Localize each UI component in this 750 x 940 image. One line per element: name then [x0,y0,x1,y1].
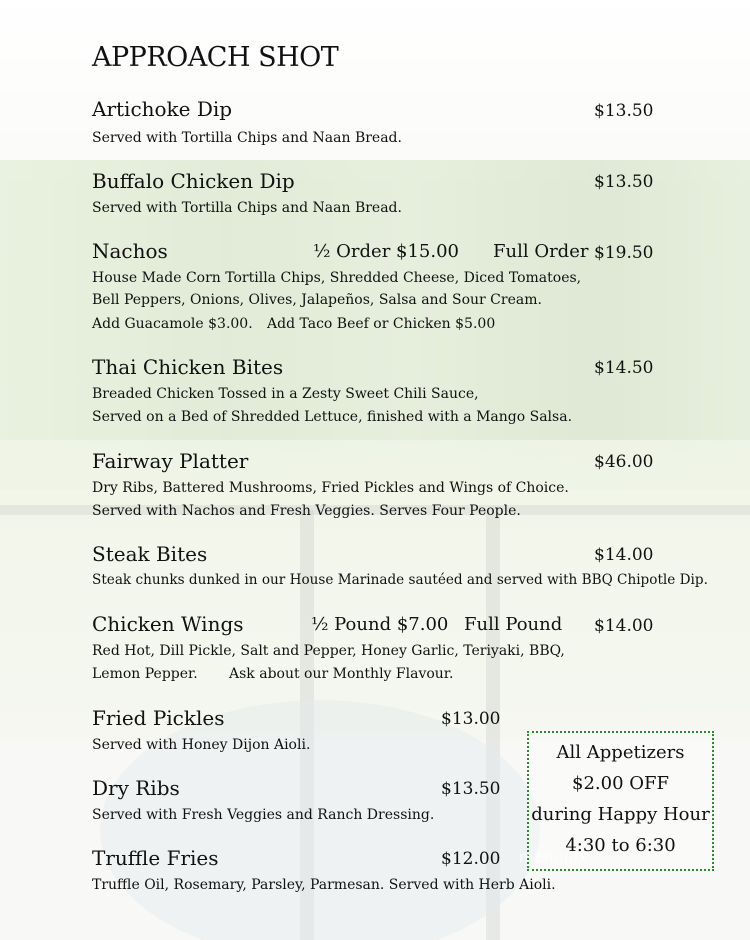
item-price: $13.00 [441,709,501,729]
item-name: Fried Pickles [92,706,225,730]
item-price: $12.00 [441,849,501,869]
item-price: $14.00 [594,616,654,636]
item-description: House Made Corn Tortilla Chips, Shredded Cheese, Diced Tomatoes, [92,270,582,286]
item-description: Served with Honey Dijon Aioli. [92,737,311,753]
half-pound-price: ½ Pound $7.00 [311,614,449,635]
item-name: Chicken Wings [92,612,244,636]
item-description: Served with Tortilla Chips and Naan Bread. [92,130,402,146]
item-description: Served with Nachos and Fresh Veggies. Serves Four People. [92,503,521,519]
item-addon: Add Taco Beef or Chicken $5.00 [267,316,496,332]
item-addon: Add Guacamole $3.00. [92,316,253,332]
item-price: $13.50 [594,172,654,192]
full-order-label: Full Order [493,241,589,262]
item-flavour-note: Ask about our Monthly Flavour. [229,666,454,682]
item-description: Dry Ribs, Battered Mushrooms, Fried Pickles and Wings of Choice. [92,480,569,496]
item-name: Dry Ribs [92,776,180,800]
item-description: Red Hot, Dill Pickle, Salt and Pepper, Honey Garlic, Teriyaki, BBQ, [92,643,565,659]
full-pound-label: Full Pound [464,614,563,635]
item-description: Steak chunks dunked in our House Marinade sautéed and served with BBQ Chipotle Dip. [92,572,708,588]
item-description: Breaded Chicken Tossed in a Zesty Sweet Chili Sauce, [92,386,479,402]
item-flavour: Lemon Pepper. [92,666,198,682]
half-order-price: ½ Order $15.00 [313,241,460,262]
item-name: Steak Bites [92,542,208,566]
item-name: Truffle Fries [92,846,219,870]
item-name: Buffalo Chicken Dip [92,169,295,193]
promo-line: 4:30 to 6:30 [565,835,676,856]
item-description: Served on a Bed of Shredded Lettuce, finished with a Mango Salsa. [92,409,573,425]
item-description: Served with Fresh Veggies and Ranch Dressing. [92,807,435,823]
promo-line: All Appetizers [556,742,685,763]
item-price: $46.00 [594,452,654,472]
item-price: $13.50 [594,101,654,121]
item-description: Bell Peppers, Onions, Olives, Jalapeños, Salsa and Sour Cream. [92,292,542,308]
item-price: $14.50 [594,358,654,378]
item-name: Nachos [92,239,168,263]
section-title: APPROACH SHOT [92,42,339,73]
watermark: menupix [519,848,588,866]
item-price: $19.50 [594,243,654,263]
item-name: Fairway Platter [92,449,249,473]
item-price: $13.50 [441,779,501,799]
item-name: Artichoke Dip [92,97,233,121]
promo-line: $2.00 OFF [572,773,669,794]
item-description: Served with Tortilla Chips and Naan Bread. [92,200,402,216]
item-description: Truffle Oil, Rosemary, Parsley, Parmesan. Served with Herb Aioli. [92,877,556,893]
promo-line: during Happy Hour [531,804,710,825]
item-name: Thai Chicken Bites [92,355,284,379]
item-price: $14.00 [594,545,654,565]
